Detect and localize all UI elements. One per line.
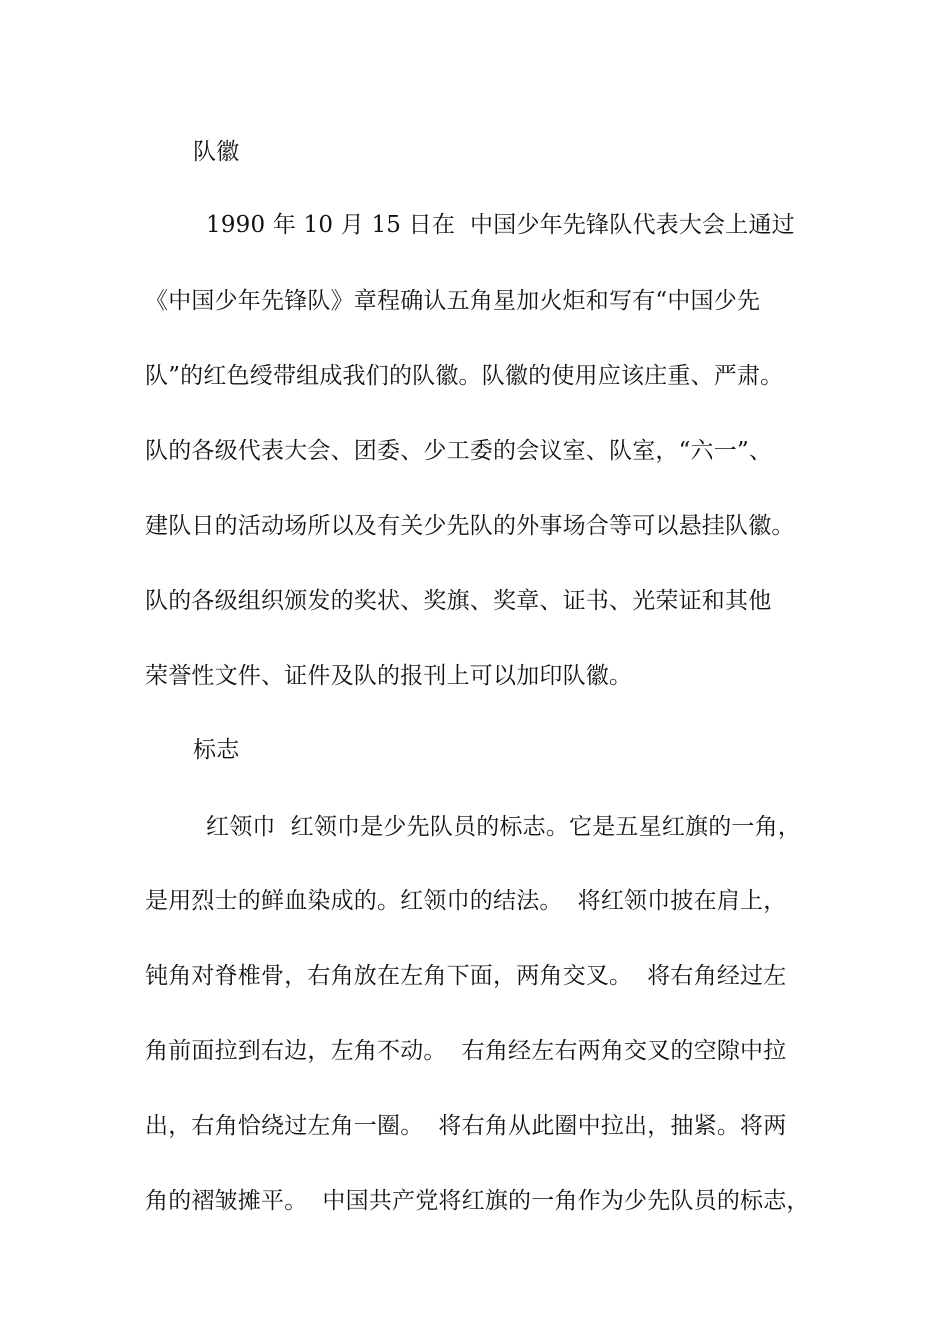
paragraph-line: 荣誉性文件、证件及队的报刊上可以加印队徽。 <box>145 663 633 689</box>
paragraph-line: 1990 年 10 月 15 日在 中国少年先锋队代表大会上通过 <box>206 212 795 238</box>
paragraph-line: 《中国少年先锋队》章程确认五角星加火炬和写有“中国少先 <box>145 288 761 314</box>
paragraph-line: 是用烈士的鲜血染成的。红领巾的结法。 将红领巾披在肩上， <box>145 888 787 914</box>
paragraph-line: 队的各级代表大会、团委、少工委的会议室、队室，“六一”、 <box>145 438 773 464</box>
paragraph-line: 建队日的活动场所以及有关少先队的外事场合等可以悬挂队徽。 <box>145 513 795 539</box>
paragraph-line: 队的各级组织颁发的奖状、奖旗、奖章、证书、光荣证和其他 <box>145 588 772 614</box>
paragraph-line: 钝角对脊椎骨，右角放在左角下面，两角交叉。 将右角经过左 <box>145 963 787 989</box>
paragraph-line: 出，右角恰绕过左角一圈。 将右角从此圈中拉出，抽紧。将两 <box>145 1113 787 1139</box>
paragraph-line: 角的褶皱摊平。 中国共产党将红旗的一角作为少先队员的标志， <box>145 1188 810 1214</box>
paragraph-line: 红领巾 红领巾是少先队员的标志。它是五星红旗的一角， <box>206 814 802 840</box>
section-heading-team-emblem: 队徽 <box>193 139 240 165</box>
section-heading-symbol: 标志 <box>193 737 240 763</box>
paragraph-line: 角前面拉到右边，左角不动。 右角经左右两角交叉的空隙中拉 <box>145 1038 787 1064</box>
paragraph-line: 队”的红色绶带组成我们的队徽。队徽的使用应该庄重、严肃。 <box>145 363 784 389</box>
